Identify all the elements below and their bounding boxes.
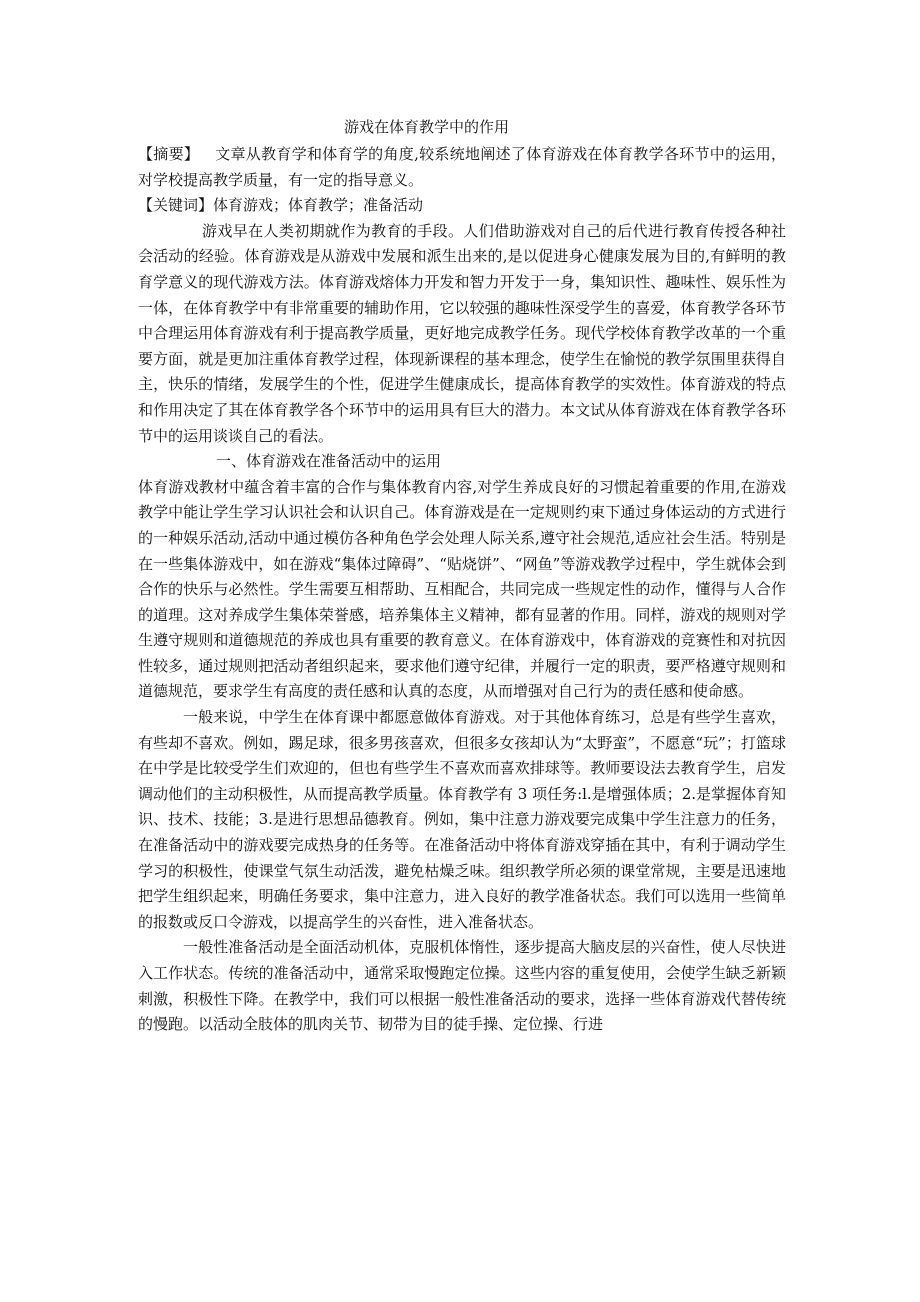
abstract-text: 文章从教育学和体育学的角度,较系统地阐述了体育游戏在体育教学各环节中的运用，对学校提高教学质量，有一定的指导意义。 <box>138 145 786 189</box>
section-1-heading: 一、体育游戏在准备活动中的运用 <box>216 452 442 471</box>
abstract-label: 【摘要】 <box>138 145 200 163</box>
body-paragraph-4: 一般性准备活动是全面活动机体，克服机体惰性，逐步提高大脑皮层的兴奋性，使人尽快进入工作状态。传统的准备活动中，通常采取慢跑定位操。这些内容的重复使用，会使学生缺乏新颖刺激，积极性下降。在教学中，我们可以根据一般性准备活动的要求，选择一些体育游戏代替传统的慢跑。以活动全肢体的肌肉关节、韧带为目的徒手操、定位操、行进 <box>138 938 786 1034</box>
document-title: 游戏在体育教学中的作用 <box>344 118 510 136</box>
keywords-label: 【关键词】 <box>138 196 214 215</box>
body-paragraph-3: 一般来说，中学生在体育课中都愿意做体育游戏。对于其他体育练习，总是有些学生喜欢，有些却不喜欢。例如，踢足球，很多男孩喜欢，但很多女孩却认为“太野蛮”，不愿意“玩”；打篮球在中学是比较受学生们欢迎的，但也有些学生不喜欢而喜欢排球等。教师要设法去教育学生，启发调动他们的主动积极性，从而提高教学质量。体育教学有 3 项任务:l.是增强体质；2.是掌握体育知识、技术、技能；3.是进行思想品德教育。例如，集中注意力游戏要完成集中学生注意力的任务，在准备活动中的游戏要完成热身的任务等。在准备活动中将体育游戏穿插在其中，有利于调动学生学习的积极性，使课堂气氛生动活泼，避免枯燥乏味。组织教学所必须的课堂常规，主要是迅速地把学生组织起来，明确任务要求，集中注意力，进入良好的教学准备状态。我们可以选用一些简单的报数或反口令游戏，以提高学生的兴奋性，进入准备状态。 <box>138 708 787 931</box>
body-paragraph-2: 体育游戏教材中蕴含着丰富的合作与集体教育内容,对学生养成良好的习惯起着重要的作用,在游戏教学中能让学生学习认识社会和认识自己。体育游戏是在一定规则约束下通过身体运动的方式进行的一种娱乐活动,活动中通过模仿各种角色学会处理人际关系,遵守社会规范,适应社会生活。特别是在一些集体游戏中，如在游戏“集体过障碍”、“贴烧饼”、“网鱼”等游戏教学过程中，学生就体会到合作的快乐与必然性。学生需要互相帮助、互相配合，共同完成一些规定性的动作，懂得与人合作的道理。这对养成学生集体荣誉感，培养集体主义精神，都有显著的作用。同样，游戏的规则对学生遵守规则和道德规范的养成也具有重要的教育意义。在体育游戏中，体育游戏的竞赛性和对抗因性较多，通过规则把活动者组织起来，要求他们遵守纪律，并履行一定的职责，要严格遵守规则和道德规范，要求学生有高度的责任感和认真的态度，从而增强对自己行为的责任感和使命感。 <box>138 477 786 701</box>
abstract-paragraph <box>138 142 786 193</box>
keywords-paragraph <box>138 193 786 219</box>
body-paragraph-1: 游戏早在人类初期就作为教育的手段。人们借助游戏对自己的后代进行教育传授各种社会活动的经验。体育游戏是从游戏中发展和派生出来的,是以促进身心健康发展为目的,有鲜明的教育学意义的现代游戏方法。体育游戏熔体力开发和智力开发于一身，集知识性、趣味性、娱乐性为一体，在体育教学中有非常重要的辅助作用，它以较强的趣味性深受学生的喜爱，体育教学各环节中合理运用体育游戏有利于提高教学质量，更好地完成教学任务。现代学校体育教学改革的一个重要方面，就是更加注重体育教学过程，体现新课程的基本理念，使学生在愉悦的教学氛围里获得自主，快乐的情绪，发展学生的个性，促进学生健康成长，提高体育教学的实效性。体育游戏的特点和作用决定了其在体育教学各个环节中的运用具有巨大的潜力。本文试从体育游戏在体育教学各环节中的运用谈谈自己的看法。 <box>138 221 786 445</box>
keywords-text: 体育游戏；体育教学；准备活动 <box>213 196 424 215</box>
document-page <box>138 113 786 1038</box>
